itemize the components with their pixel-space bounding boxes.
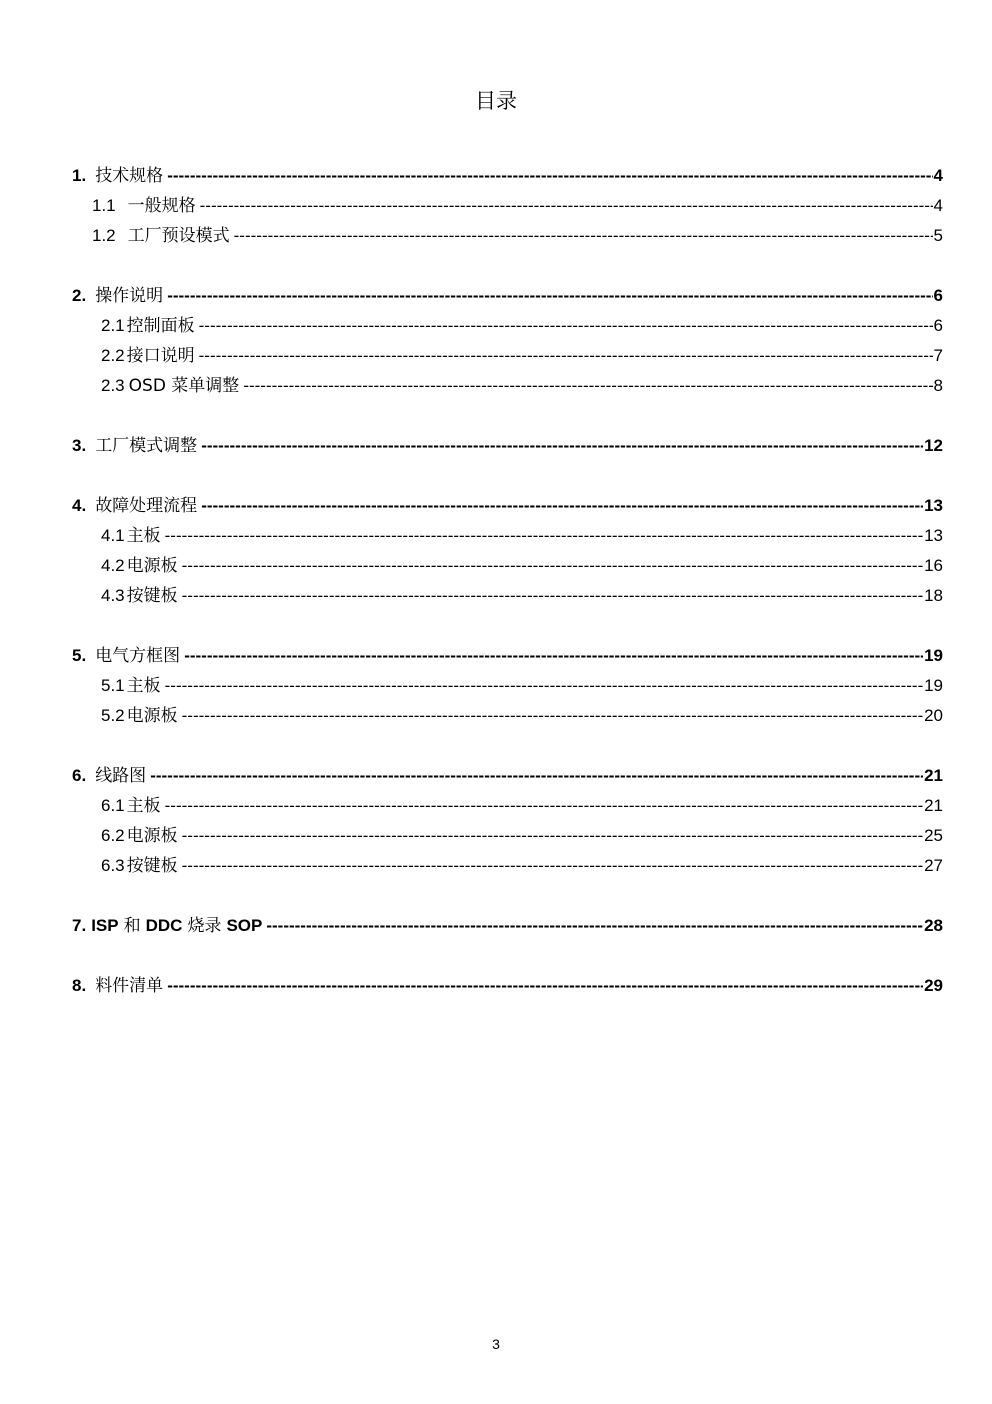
toc-section-7 <box>72 911 943 941</box>
toc-entry-1-1[interactable] <box>72 191 943 221</box>
toc-entry-number: 4.1 <box>101 526 125 545</box>
dot-leader <box>182 581 923 611</box>
toc-entry-title: 电源板 <box>126 556 178 576</box>
toc-entry-page: 7 <box>933 346 943 365</box>
dot-leader <box>165 671 923 701</box>
dot-leader <box>200 191 933 221</box>
dot-leader <box>234 221 933 251</box>
toc-section-4 <box>72 491 943 611</box>
toc-entry-number: 5. <box>72 646 87 665</box>
toc-entry-6-3[interactable] <box>72 851 943 881</box>
dot-leader <box>182 551 923 581</box>
toc-entry-title: 电源板 <box>126 706 178 726</box>
toc-entry-title: 故障处理流程 <box>95 496 198 516</box>
toc-entry-2-2[interactable] <box>72 341 943 371</box>
toc-entry-2-3[interactable] <box>72 371 943 401</box>
toc-entry-4-3[interactable] <box>72 581 943 611</box>
toc-entry-8[interactable] <box>72 971 943 1001</box>
dot-leader <box>266 911 923 941</box>
toc-entry-number: 2.3 <box>101 376 125 395</box>
toc-entry-page: 19 <box>924 676 943 695</box>
toc-section-8 <box>72 971 943 1001</box>
toc-entry-title: 工厂预设模式 <box>127 226 230 246</box>
toc-entry-number: 4. <box>72 496 87 515</box>
toc-entry-number: 7. <box>72 916 87 935</box>
toc-entry-number: 6.3 <box>101 856 125 875</box>
toc-entry-page: 12 <box>924 436 943 455</box>
toc-entry-title-part: ISP <box>91 916 119 935</box>
toc-entry-title: 料件清单 <box>95 976 164 996</box>
toc-entry-number: 6.1 <box>101 796 125 815</box>
toc-entry-6-2[interactable] <box>72 821 943 851</box>
table-of-contents <box>72 161 943 1031</box>
toc-entry-3[interactable] <box>72 431 943 461</box>
dot-leader <box>150 761 923 791</box>
dot-leader <box>182 701 923 731</box>
toc-entry-page: 18 <box>924 586 943 605</box>
toc-entry-page: 13 <box>924 526 943 545</box>
page-number: 3 <box>492 1336 500 1352</box>
toc-entry-title-part: DDC <box>145 916 183 935</box>
toc-entry-4[interactable] <box>72 491 943 521</box>
toc-entry-number: 5.2 <box>101 706 125 725</box>
dot-leader <box>201 491 923 521</box>
toc-entry-page: 19 <box>924 646 943 665</box>
dot-leader <box>167 161 932 191</box>
toc-entry-page: 4 <box>933 196 943 215</box>
toc-entry-number: 1. <box>72 166 87 185</box>
toc-entry-number: 6. <box>72 766 87 785</box>
dot-leader <box>165 791 923 821</box>
toc-entry-5[interactable] <box>72 641 943 671</box>
toc-entry-number: 2. <box>72 286 87 305</box>
toc-entry-title: 控制面板 <box>126 316 195 336</box>
toc-entry-title-part: SOP <box>226 916 263 935</box>
toc-entry-number: 8. <box>72 976 87 995</box>
toc-entry-5-2[interactable] <box>72 701 943 731</box>
toc-entry-page: 28 <box>924 916 943 935</box>
toc-entry-page: 21 <box>924 766 943 785</box>
toc-entry-title: 技术规格 <box>95 166 164 186</box>
toc-entry-number: 1.2 <box>92 226 116 245</box>
toc-entry-number: 3. <box>72 436 87 455</box>
dot-leader <box>184 641 923 671</box>
dot-leader <box>182 821 923 851</box>
toc-entry-5-1[interactable] <box>72 671 943 701</box>
toc-entry-page: 20 <box>924 706 943 725</box>
toc-entry-page: 13 <box>924 496 943 515</box>
toc-entry-1[interactable] <box>72 161 943 191</box>
toc-entry-number: 2.1 <box>101 316 125 335</box>
toc-entry-title: 工厂模式调整 <box>95 436 198 456</box>
dot-leader <box>182 851 923 881</box>
toc-entry-title: 一般规格 <box>127 196 196 216</box>
toc-entry-page: 25 <box>924 826 943 845</box>
toc-entry-7[interactable] <box>72 911 943 941</box>
dot-leader <box>199 311 933 341</box>
toc-entry-1-2[interactable] <box>72 221 943 251</box>
toc-entry-page: 27 <box>924 856 943 875</box>
toc-entry-2-1[interactable] <box>72 311 943 341</box>
toc-entry-title: 主板 <box>126 796 161 816</box>
toc-entry-title: 电源板 <box>126 826 178 846</box>
toc-entry-title: OSD 菜单调整 <box>128 376 240 396</box>
toc-entry-title-part: 烧录 <box>187 916 222 936</box>
toc-entry-number: 2.2 <box>101 346 125 365</box>
toc-entry-page: 6 <box>933 316 943 335</box>
toc-entry-4-2[interactable] <box>72 551 943 581</box>
toc-section-6 <box>72 761 943 881</box>
toc-entry-page: 6 <box>933 286 943 305</box>
toc-section-2 <box>72 281 943 401</box>
toc-entry-4-1[interactable] <box>72 521 943 551</box>
toc-entry-6-1[interactable] <box>72 791 943 821</box>
toc-section-5 <box>72 641 943 731</box>
toc-entry-page: 4 <box>933 166 943 185</box>
toc-entry-number: 4.2 <box>101 556 125 575</box>
toc-entry-page: 5 <box>933 226 943 245</box>
toc-entry-title: 线路图 <box>95 766 147 786</box>
toc-entry-page: 8 <box>933 376 943 395</box>
toc-entry-page: 29 <box>924 976 943 995</box>
toc-entry-number: 6.2 <box>101 826 125 845</box>
toc-entry-2[interactable] <box>72 281 943 311</box>
dot-leader <box>167 971 923 1001</box>
toc-entry-title: 电气方框图 <box>95 646 181 666</box>
toc-entry-title: 按键板 <box>126 856 178 876</box>
toc-entry-title: 主板 <box>126 676 161 696</box>
toc-entry-number: 1.1 <box>92 196 116 215</box>
toc-entry-title: 接口说明 <box>126 346 195 366</box>
dot-leader <box>199 341 933 371</box>
toc-entry-page: 16 <box>924 556 943 575</box>
toc-entry-number: 5.1 <box>101 676 125 695</box>
toc-section-1 <box>72 161 943 251</box>
dot-leader <box>167 281 932 311</box>
dot-leader <box>201 431 923 461</box>
dot-leader <box>243 371 932 401</box>
toc-entry-title: 主板 <box>126 526 161 546</box>
toc-section-3 <box>72 431 943 461</box>
toc-entry-number: 4.3 <box>101 586 125 605</box>
toc-entry-title-part: 和 <box>123 916 141 936</box>
dot-leader <box>165 521 923 551</box>
toc-entry-title: 按键板 <box>126 586 178 606</box>
toc-entry-title: 操作说明 <box>95 286 164 306</box>
toc-entry-6[interactable] <box>72 761 943 791</box>
page-title: 目录 <box>475 89 517 113</box>
toc-entry-page: 21 <box>924 796 943 815</box>
